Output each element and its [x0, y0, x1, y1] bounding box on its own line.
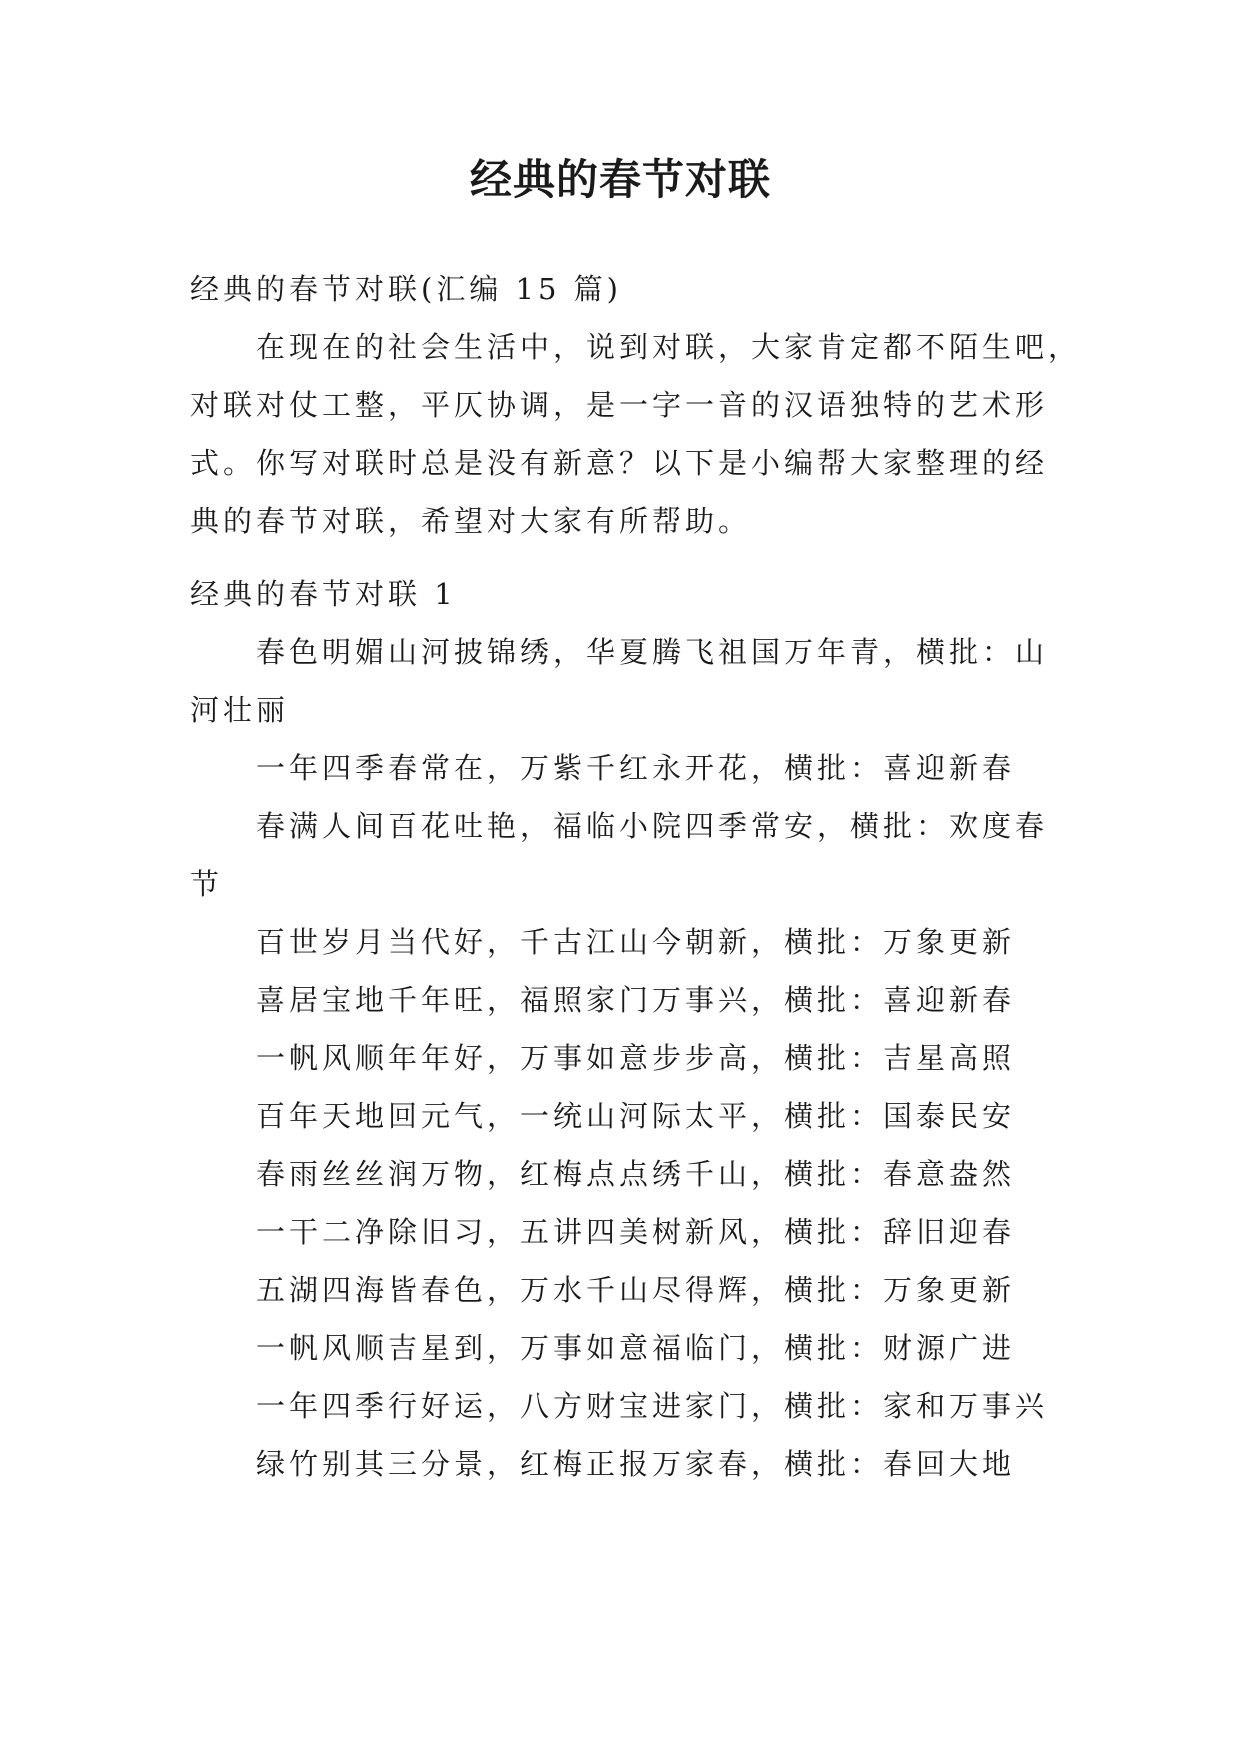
couplet-section	[190, 565, 1060, 1493]
couplet-line: 百年天地回元气，一统山河际太平，横批：国泰民安	[256, 1099, 1016, 1133]
subtitle: 经典的春节对联(汇编 15 篇)	[190, 272, 622, 306]
couplet-line: 绿竹别其三分景，红梅正报万家春，横批：春回大地	[256, 1447, 1016, 1481]
intro-line: 式。你写对联时总是没有新意？以下是小编帮大家整理的经	[190, 446, 1049, 480]
couplet-line-continuation: 河壮丽	[190, 693, 290, 727]
couplet-line: 春雨丝丝润万物，红梅点点绣千山，横批：春意盎然	[256, 1157, 1016, 1191]
intro-line: 典的春节对联，希望对大家有所帮助。	[190, 504, 752, 538]
couplet-line-continuation: 节	[190, 867, 224, 901]
couplet-line: 百世岁月当代好，千古江山今朝新，横批：万象更新	[256, 925, 1016, 959]
couplet-line: 一干二净除旧习，五讲四美树新风，横批：辞旧迎春	[256, 1215, 1016, 1249]
intro-line: 对联对仗工整，平仄协调，是一字一音的汉语独特的艺术形	[190, 388, 1049, 422]
couplet-line: 一年四季春常在，万紫千红永开花，横批：喜迎新春	[256, 751, 1016, 785]
couplet-line: 春色明媚山河披锦绣，华夏腾飞祖国万年青，横批：山	[256, 635, 1049, 669]
section-heading: 经典的春节对联 1	[190, 577, 457, 611]
couplet-line: 喜居宝地千年旺，福照家门万事兴，横批：喜迎新春	[256, 983, 1016, 1017]
couplet-line: 春满人间百花吐艳，福临小院四季常安，横批：欢度春	[256, 809, 1049, 843]
intro-line: 在现在的社会生活中，说到对联，大家肯定都不陌生吧，	[256, 330, 1082, 364]
couplet-line: 一帆风顺年年好，万事如意步步高，横批：吉星高照	[256, 1041, 1016, 1075]
couplet-line: 一年四季行好运，八方财宝进家门，横批：家和万事兴	[256, 1389, 1049, 1423]
page-title: 经典的春节对联	[469, 155, 771, 204]
couplet-line: 一帆风顺吉星到，万事如意福临门，横批：财源广进	[256, 1331, 1016, 1365]
intro-block	[190, 260, 1082, 550]
couplet-line: 五湖四海皆春色，万水千山尽得辉，横批：万象更新	[256, 1273, 1016, 1307]
